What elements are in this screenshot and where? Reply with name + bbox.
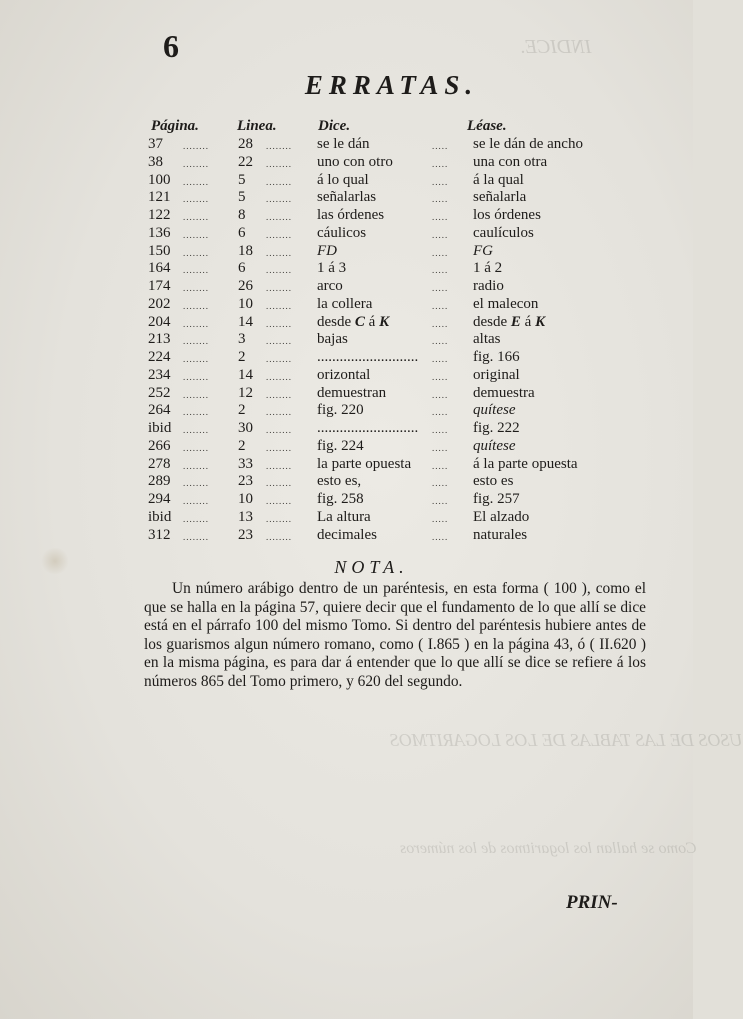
leader-dots: ........ [266,265,292,276]
leader-dots: ..... [432,318,449,329]
leader-dots: ........ [183,176,209,187]
leader-dots: ........ [266,336,292,347]
errata-dice: desde C á K [317,313,390,330]
errata-dice: ........................... [317,349,419,365]
errata-lease: una con otra [473,153,548,170]
leader-dots: ..... [432,513,449,524]
errata-dice: fig. 220 [317,402,364,419]
errata-linea: 2 [238,402,246,419]
bleed-through-text: Como se hallan los logaritmos de los números [400,840,697,857]
leader-dots: ........ [266,212,292,222]
leader-dots: ..... [432,141,449,151]
leader-dots: ..... [432,389,449,400]
errata-dice: orizontal [317,366,371,383]
errata-linea: 22 [238,153,253,170]
leader-dots: ..... [432,407,449,418]
errata-row [0,473,693,491]
errata-lease: El alzado [473,508,530,525]
errata-lease: señalarla [473,189,527,206]
errata-dice: La altura [317,508,371,525]
errata-lease: demuestra [473,384,535,401]
errata-lease: altas [473,331,501,348]
errata-lease: á la parte opuesta [473,455,578,472]
errata-dice: la collera [317,295,373,312]
column-header-linea: Linea. [237,118,277,134]
leader-dots: ........ [266,425,292,435]
errata-pagina: ibid [148,420,172,436]
errata-lease: fig. 222 [473,420,520,436]
errata-pagina: 150 [148,242,171,259]
errata-linea: 23 [238,526,253,543]
leader-dots: ........ [266,478,292,489]
errata-row [0,314,693,332]
leader-dots: ........ [266,283,292,293]
errata-linea: 5 [238,189,246,206]
errata-linea: 6 [238,260,246,277]
errata-linea: 26 [238,278,253,294]
leader-dots: ........ [266,531,292,542]
errata-linea: 12 [238,384,253,401]
leader-dots: ........ [266,442,292,453]
leader-dots: ........ [183,194,209,205]
errata-lease: fig. 257 [473,491,520,507]
errata-dice: cáulicos [317,224,367,241]
leader-dots: ..... [432,300,449,311]
leader-dots: ..... [432,371,449,382]
errata-pagina: 252 [148,384,171,401]
errata-pagina: 164 [148,260,171,277]
leader-dots: ........ [183,212,209,222]
column-header-pagina: Página. [151,118,199,134]
errata-pagina: 174 [148,278,171,294]
errata-linea: 18 [238,242,253,259]
leader-dots: ........ [183,371,209,382]
leader-dots: ..... [432,336,449,347]
errata-pagina: 38 [148,153,163,170]
errata-dice: 1 á 3 [317,260,347,277]
leader-dots: ........ [183,229,209,240]
bleed-through-text: USOS DE LAS TABLAS DE LOS LOGARITMOS [390,730,743,750]
leader-dots: ........ [183,141,209,151]
errata-lease: radio [473,278,504,294]
leader-dots: ..... [432,158,449,169]
errata-dice: bajas [317,331,348,348]
errata-dice: FD [317,242,337,259]
leader-dots: ........ [266,318,292,329]
errata-row [0,527,693,545]
leader-dots: ..... [432,176,449,187]
errata-pagina: 264 [148,402,171,419]
errata-dice: ........................... [317,420,419,436]
bleed-through-text: INDICE. [520,36,592,58]
leader-dots: ..... [432,229,449,240]
errata-linea: 2 [238,349,246,365]
errata-dice: las órdenes [317,207,385,223]
errata-pagina: 234 [148,366,171,383]
errata-lease: á la qual [473,171,524,188]
errata-linea: 14 [238,366,253,383]
leader-dots: ........ [183,158,209,169]
errata-dice: arco [317,278,343,294]
leader-dots: ........ [183,336,209,347]
errata-linea: 10 [238,491,253,507]
leader-dots: ........ [266,300,292,311]
leader-dots: ........ [183,247,209,258]
leader-dots: ........ [183,478,209,489]
leader-dots: ..... [432,247,449,258]
leader-dots: ........ [183,460,209,471]
errata-dice: se le dán [317,136,370,152]
errata-lease: se le dán de ancho [473,136,583,152]
leader-dots: ........ [183,389,209,400]
leader-dots: ........ [183,354,209,364]
errata-lease: el malecon [473,295,539,312]
errata-dice: fig. 258 [317,491,364,507]
leader-dots: ..... [432,478,449,489]
errata-row [0,509,693,527]
column-header-dice: Dice. [318,118,351,134]
errata-pagina: 266 [148,437,171,454]
errata-dice: la parte opuesta [317,455,412,472]
errata-lease: caulículos [473,224,534,241]
leader-dots: ........ [266,496,292,506]
errata-lease: 1 á 2 [473,260,503,277]
leader-dots: ........ [266,407,292,418]
errata-lease: fig. 166 [473,349,520,365]
errata-linea: 14 [238,313,253,330]
errata-pagina: 204 [148,313,171,330]
errata-row [0,331,693,349]
errata-dice: á lo qual [317,171,369,188]
errata-dice: uno con otro [317,153,393,170]
leader-dots: ..... [432,265,449,276]
errata-lease: FG [473,242,493,259]
errata-row [0,243,693,261]
errata-row [0,491,693,509]
errata-linea: 8 [238,207,246,223]
errata-row [0,420,693,438]
errata-row [0,225,693,243]
errata-lease: naturales [473,526,528,543]
errata-pagina: 121 [148,189,171,206]
errata-dice: esto es, [317,473,362,490]
errata-row [0,367,693,385]
errata-row [0,136,693,154]
leader-dots: ........ [266,460,292,471]
errata-dice: señalarlas [317,189,377,206]
errata-pagina: 136 [148,224,171,241]
leader-dots: ..... [432,194,449,205]
errata-dice: demuestran [317,384,387,401]
leader-dots: ........ [266,354,292,364]
leader-dots: ........ [183,496,209,506]
errata-row [0,172,693,190]
errata-lease: original [473,366,520,383]
leader-dots: ..... [432,496,449,506]
errata-table [0,136,693,544]
errata-linea: 3 [238,331,246,348]
errata-linea: 28 [238,136,253,152]
column-header-lease: Léase. [467,118,507,134]
errata-lease: quítese [473,402,516,419]
errata-pagina: 37 [148,136,163,152]
errata-pagina: 224 [148,349,171,365]
errata-row [0,456,693,474]
leader-dots: ........ [183,513,209,524]
errata-linea: 23 [238,473,253,490]
errata-lease: los órdenes [473,207,541,223]
errata-lease: desde E á K [473,313,546,330]
errata-linea: 2 [238,437,246,454]
errata-row [0,154,693,172]
leader-dots: ........ [183,442,209,453]
errata-row [0,207,693,225]
errata-row [0,402,693,420]
errata-row [0,278,693,296]
leader-dots: ........ [266,194,292,205]
errata-row [0,296,693,314]
errata-pagina: 122 [148,207,171,223]
errata-pagina: ibid [148,508,172,525]
leader-dots: ........ [183,318,209,329]
errata-row [0,438,693,456]
errata-pagina: 312 [148,526,171,543]
leader-dots: ........ [183,283,209,293]
leader-dots: ........ [266,176,292,187]
leader-dots: ........ [266,371,292,382]
leader-dots: ..... [432,531,449,542]
leader-dots: ..... [432,283,449,293]
leader-dots: ........ [266,513,292,524]
errata-pagina: 202 [148,295,171,312]
errata-lease: quítese [473,437,516,454]
leader-dots: ........ [183,407,209,418]
leader-dots: ........ [266,141,292,151]
errata-dice: fig. 224 [317,437,364,454]
errata-lease: esto es [473,473,514,490]
leader-dots: ........ [266,389,292,400]
page-title: ERRATAS. [304,70,479,100]
leader-dots: ........ [183,265,209,276]
page-number: 6 [163,28,180,64]
catchword: PRIN- [566,892,618,913]
leader-dots: ........ [183,425,209,435]
leader-dots: ..... [432,460,449,471]
leader-dots: ........ [266,229,292,240]
leader-dots: ........ [183,300,209,311]
errata-row [0,189,693,207]
leader-dots: ..... [432,425,449,435]
errata-pagina: 278 [148,455,171,472]
errata-pagina: 100 [148,171,171,188]
leader-dots: ..... [432,442,449,453]
errata-row [0,260,693,278]
leader-dots: ........ [183,531,209,542]
nota-heading: NOTA. [334,557,409,577]
errata-row [0,349,693,367]
errata-pagina: 289 [148,473,171,490]
leader-dots: ........ [266,158,292,169]
errata-dice: decimales [317,526,377,543]
errata-linea: 13 [238,508,253,525]
leader-dots: ..... [432,212,449,222]
leader-dots: ..... [432,354,449,364]
errata-linea: 6 [238,224,246,241]
errata-pagina: 294 [148,491,171,507]
nota-paragraph: Un número arábigo dentro de un paréntesis, en esta forma ( 100 ), como el que se halla en la página 57, quiere decir que el fundamento de lo que allí se dice está en el párrafo 100 del mismo Tomo. Si dentro del paréntesis hubiere antes de los guarismos algun número romano, como ( I.865 ) en la página 43, ó ( II.620 ) en la misma página, es para dar á entender que lo que allí se dice se refiere á los números 865 del Tomo primero, y 620 del segundo. [144,580,646,690]
leader-dots: ........ [266,247,292,258]
errata-linea: 30 [238,420,253,436]
errata-pagina: 213 [148,331,171,348]
errata-row [0,385,693,403]
errata-linea: 10 [238,295,253,312]
errata-linea: 5 [238,171,246,188]
errata-linea: 33 [238,455,253,472]
